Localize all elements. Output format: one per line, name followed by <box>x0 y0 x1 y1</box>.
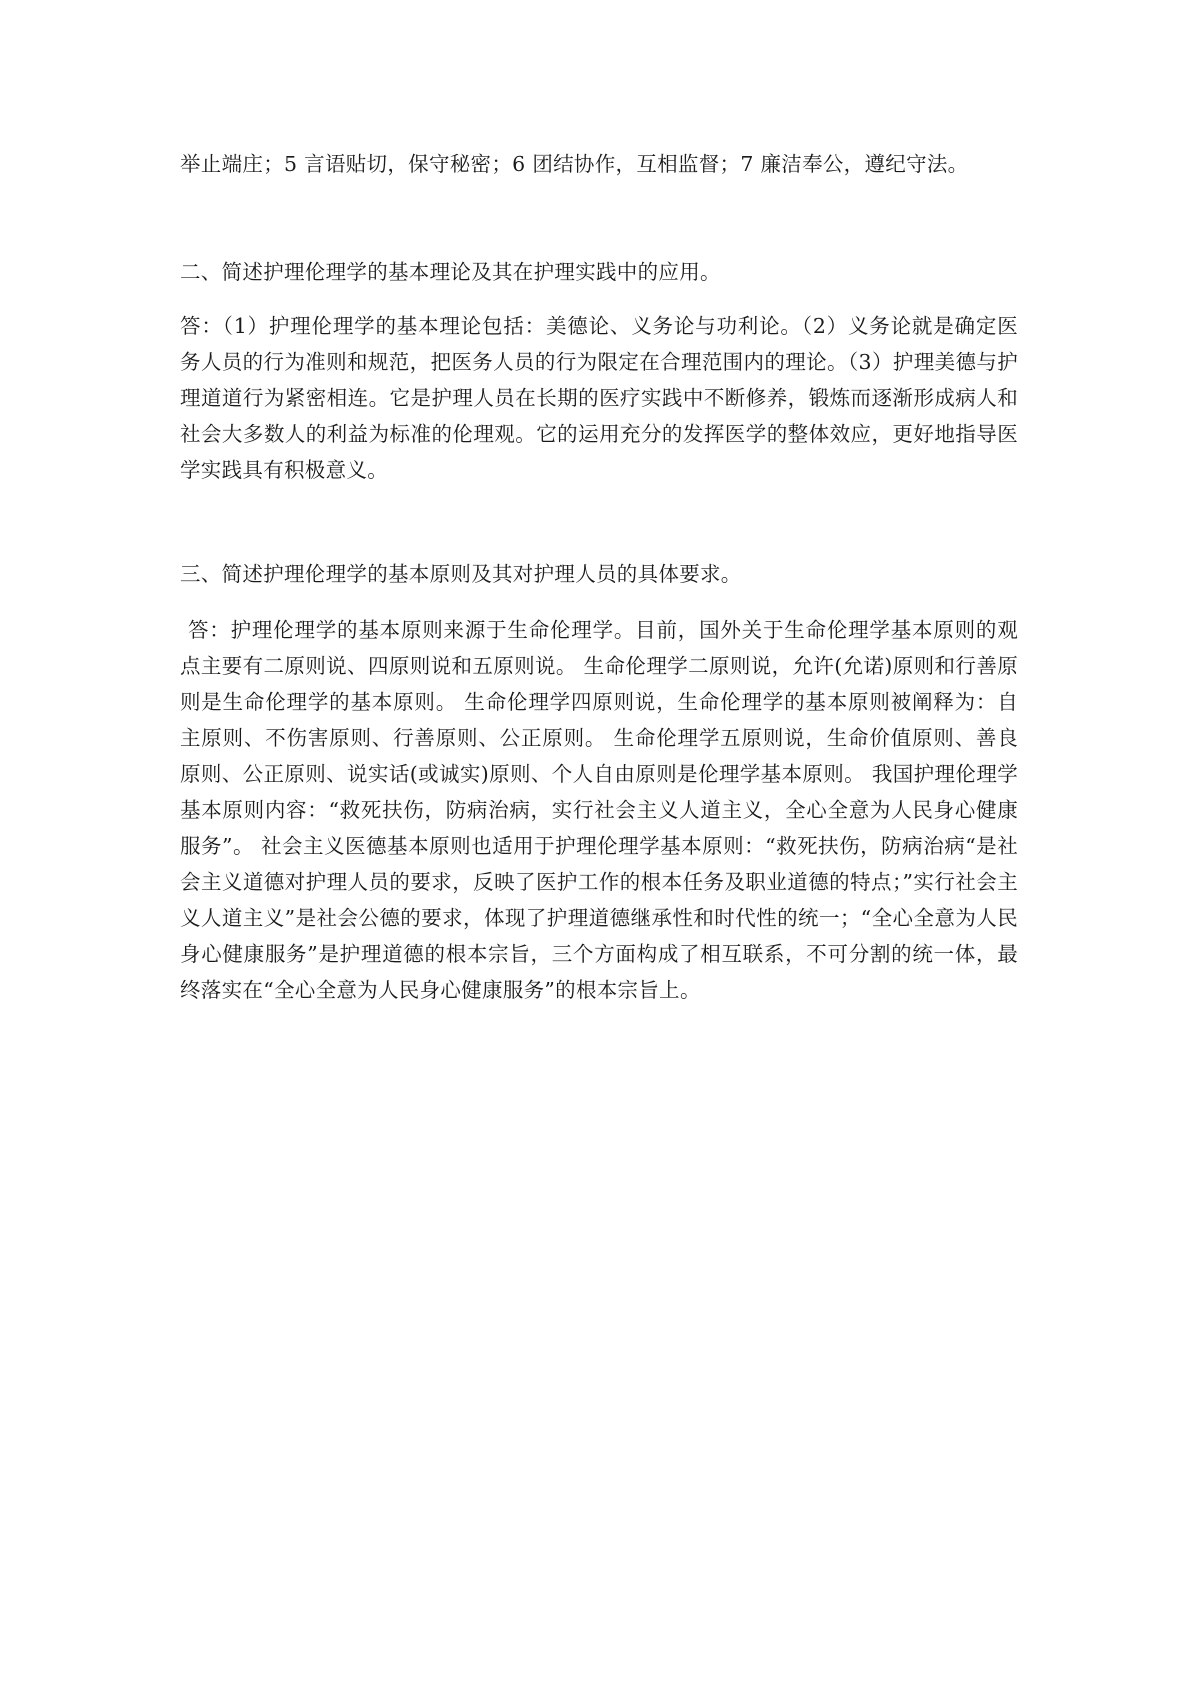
section3-answer-text: 答：护理伦理学的基本原则来源于生命伦理学。目前，国外关于生命伦理学基本原则的观点主要有二原则说、四原则说和五原则说。 生命伦理学二原则说，允许(允诺)原则和行善原则是生命伦理学的基本原则。 生命伦理学四原则说，生命伦理学的基本原则被阐释为：自主原则、不伤害原则、行善原则、公正原则。 生命伦理学五原则说，生命价值原则、善良原则、公正原则、说实话(或诚实)原则、个人自由原则是伦理学基本原则。 我国护理伦理学基本原则内容：“救死扶伤，防病治病，实行社会主义人道主义，全心全意为人民身心健康服务”。 社会主义医德基本原则也适用于护理伦理学基本原则：“救死扶伤，防病治病“是社会主义道德对护理人员的要求，反映了医护工作的根本任务及职业道德的特点；”实行社会主义人道主义”是社会公德的要求，体现了护理道德继承性和时代性的统一；“全心全意为人民身心健康服务”是护理道德的根本宗旨，三个方面构成了相互联系，不可分割的统一体，最终落实在“全心全意为人民身心健康服务”的根本宗旨上。 <box>180 618 1018 1002</box>
section1-continuation-text: 举止端庄；5 言语贴切，保守秘密；6 团结协作，互相监督；7 廉洁奉公，遵纪守法。 <box>180 152 969 176</box>
section2-answer-text: 答：（1）护理伦理学的基本理论包括：美德论、义务论与功利论。（2）义务论就是确定医务人员的行为准则和规范，把医务人员的行为限定在合理范围内的理论。（3）护理美德与护理道道行为紧密相连。它是护理人员在长期的医疗实践中不断修养，锻炼而逐渐形成病人和社会大多数人的利益为标准的伦理观。它的运用充分的发挥医学的整体效应，更好地指导医学实践具有积极意义。 <box>180 314 1018 482</box>
section3-heading: 三、简述护理伦理学的基本原则及其对护理人员的具体要求。 <box>180 562 742 586</box>
section2-heading: 二、简述护理伦理学的基本理论及其在护理实践中的应用。 <box>180 260 721 284</box>
